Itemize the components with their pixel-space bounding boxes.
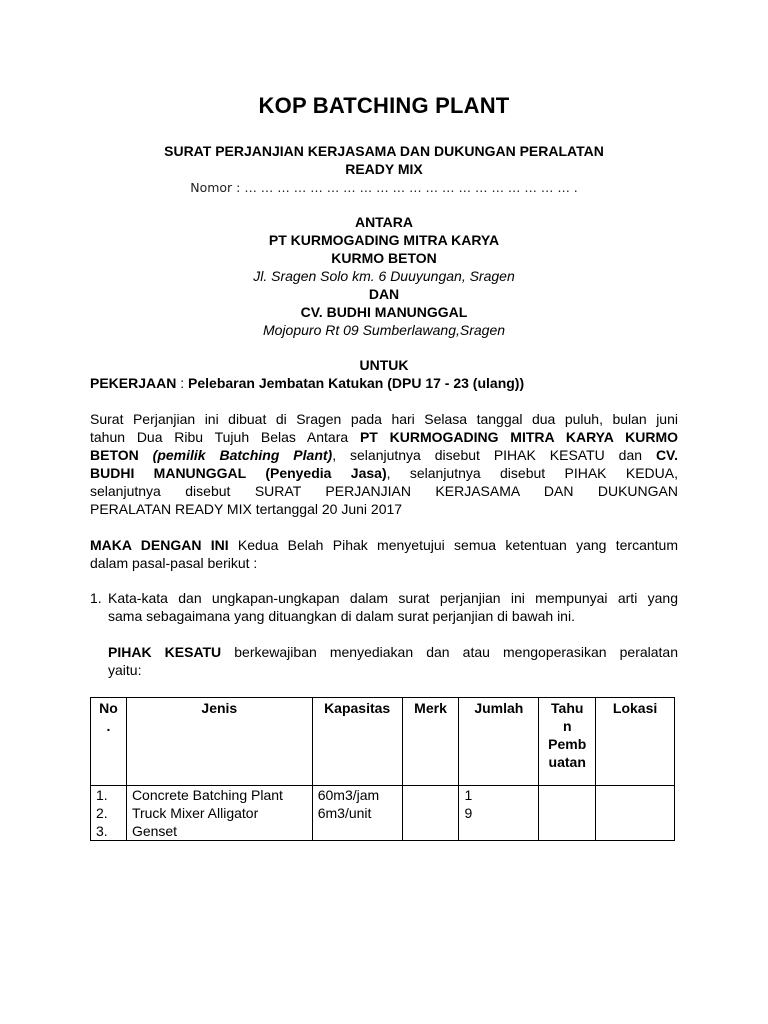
row-3-no: 3. xyxy=(96,823,108,839)
intro-party-1-bold: PT KURMOGADING MITRA KARYA KURMO xyxy=(359,429,678,445)
intro-pemilik-italic: (pemilik Batching Plant) xyxy=(138,447,333,463)
intro-text-1: Surat Perjanjian ini dibuat di Sragen pada hari Selasa tanggal dua puluh, bulan juni xyxy=(90,411,678,427)
row-1-jumlah: 1 xyxy=(464,787,473,803)
party-1-address: Jl. Sragen Solo km. 6 Duuyungan, Sragen xyxy=(253,268,515,284)
row-2-jenis: Truck Mixer Alligator xyxy=(131,805,259,821)
table-header-row xyxy=(91,698,675,786)
maka-line-1 xyxy=(90,536,678,554)
intro-text-4b: , selanjutnya disebut PIHAK KEDUA, xyxy=(386,465,678,481)
pihak-line-2 xyxy=(108,661,678,679)
row-2-kapasitas: 6m3/unit xyxy=(317,805,372,821)
antara-heading: ANTARA xyxy=(354,214,414,230)
header-lokasi: Lokasi xyxy=(596,698,675,786)
maka-bold: MAKA DENGAN INI xyxy=(90,537,229,553)
letterhead-title: KOP BATCHING PLANT xyxy=(258,93,510,118)
cell-lokasi xyxy=(596,786,675,841)
item-1-text-2: sama sebagaimana yang dituangkan di dalam surat perjanjian di bawah ini. xyxy=(108,608,575,624)
header-tahun-line-1: Tahu xyxy=(551,700,584,716)
party-1-brand: KURMO BETON xyxy=(331,250,437,266)
header-no xyxy=(91,698,127,786)
maka-line-2 xyxy=(90,554,678,572)
intro-text-6: PERALATAN READY MIX tertanggal 20 Juni 2017 xyxy=(90,501,403,517)
row-2-jumlah: 9 xyxy=(464,805,473,821)
dan-heading: DAN xyxy=(368,286,400,302)
equipment-table xyxy=(90,697,675,841)
row-1-kapasitas: 60m3/jam xyxy=(317,787,380,803)
pekerjaan-separator: : xyxy=(176,375,189,391)
intro-text-3c: , selanjutnya disebut PIHAK KESATU dan xyxy=(332,447,656,463)
agreement-title-line-2: READY MIX xyxy=(345,161,423,177)
header-jenis: Jenis xyxy=(126,698,312,786)
row-1-jenis: Concrete Batching Plant xyxy=(131,787,283,803)
header-merk: Merk xyxy=(402,698,459,786)
pihak-line-1 xyxy=(108,643,678,661)
item-1-paragraph xyxy=(108,589,678,625)
agreement-title-line-1: SURAT PERJANJIAN KERJASAMA DAN DUKUNGAN PERALATAN xyxy=(164,143,604,159)
cell-no xyxy=(91,786,127,841)
maka-text-2: dalam pasal-pasal berikut : xyxy=(90,555,258,571)
item-1-number: 1. xyxy=(90,590,102,606)
intro-text-2a: tahun Dua Ribu Tujuh Belas Antara xyxy=(90,429,360,445)
intro-line-3 xyxy=(90,446,678,464)
header-no-line-2: . xyxy=(106,718,111,734)
intro-cv-bold: CV. xyxy=(655,447,678,463)
intro-line-5 xyxy=(90,482,678,500)
row-3-jenis: Genset xyxy=(131,823,178,839)
pekerjaan-line xyxy=(90,374,678,392)
header-tahun-line-4: uatan xyxy=(548,754,586,770)
party-1-name: PT KURMOGADING MITRA KARYA xyxy=(268,232,500,248)
header-tahun-line-2: n xyxy=(562,718,572,734)
pekerjaan-label: PEKERJAAN xyxy=(90,375,177,391)
table-row xyxy=(91,786,675,841)
maka-text-1: Kedua Belah Pihak menyetujui semua ketentuan yang tercantum xyxy=(228,537,678,553)
item-1-line-1 xyxy=(108,589,678,607)
header-tahun xyxy=(539,698,596,786)
pihak-bold: PIHAK KESATU xyxy=(108,644,222,660)
cell-tahun xyxy=(539,786,596,841)
header-tahun-line-3: Pemb xyxy=(548,736,587,752)
row-2-no: 2. xyxy=(96,805,108,821)
pihak-text-1: berkewajiban menyediakan dan atau mengoperasikan peralatan xyxy=(221,644,678,660)
header-jumlah: Jumlah xyxy=(459,698,539,786)
cell-kapasitas xyxy=(312,786,402,841)
intro-line-6 xyxy=(90,500,678,518)
item-1-text-1: Kata-kata dan ungkapan-ungkapan dalam surat perjanjian ini mempunyai arti yang xyxy=(108,590,678,606)
row-1-no: 1. xyxy=(96,787,108,803)
cell-merk xyxy=(402,786,459,841)
header-kapasitas: Kapasitas xyxy=(312,698,402,786)
pihak-paragraph xyxy=(108,643,678,679)
intro-line-2 xyxy=(90,428,678,446)
document-number: Nomor : … … … … … … … … … … … … … … … … … … … … . xyxy=(190,180,578,195)
intro-line-1 xyxy=(90,410,678,428)
pihak-text-2: yaitu: xyxy=(108,662,142,678)
intro-party-2-bold: BUDHI MANUNGGAL (Penyedia Jasa) xyxy=(90,465,387,481)
intro-paragraph xyxy=(90,410,678,518)
maka-paragraph xyxy=(90,536,678,572)
item-1-line-2 xyxy=(108,607,678,625)
intro-text-5: selanjutnya disebut SURAT PERJANJIAN KERJASAMA DAN DUKUNGAN xyxy=(90,483,678,499)
intro-beton-bold: BETON xyxy=(90,447,139,463)
party-2-address: Mojopuro Rt 09 Sumberlawang,Sragen xyxy=(262,322,506,338)
cell-jumlah xyxy=(459,786,539,841)
pekerjaan-value: Pelebaran Jembatan Katukan (DPU 17 - 23 (ulang)) xyxy=(188,375,525,391)
header-no-line-1: No xyxy=(99,700,118,716)
party-2-name: CV. BUDHI MANUNGGAL xyxy=(300,304,468,320)
intro-line-4 xyxy=(90,464,678,482)
cell-jenis xyxy=(126,786,312,841)
untuk-heading: UNTUK xyxy=(359,357,409,373)
